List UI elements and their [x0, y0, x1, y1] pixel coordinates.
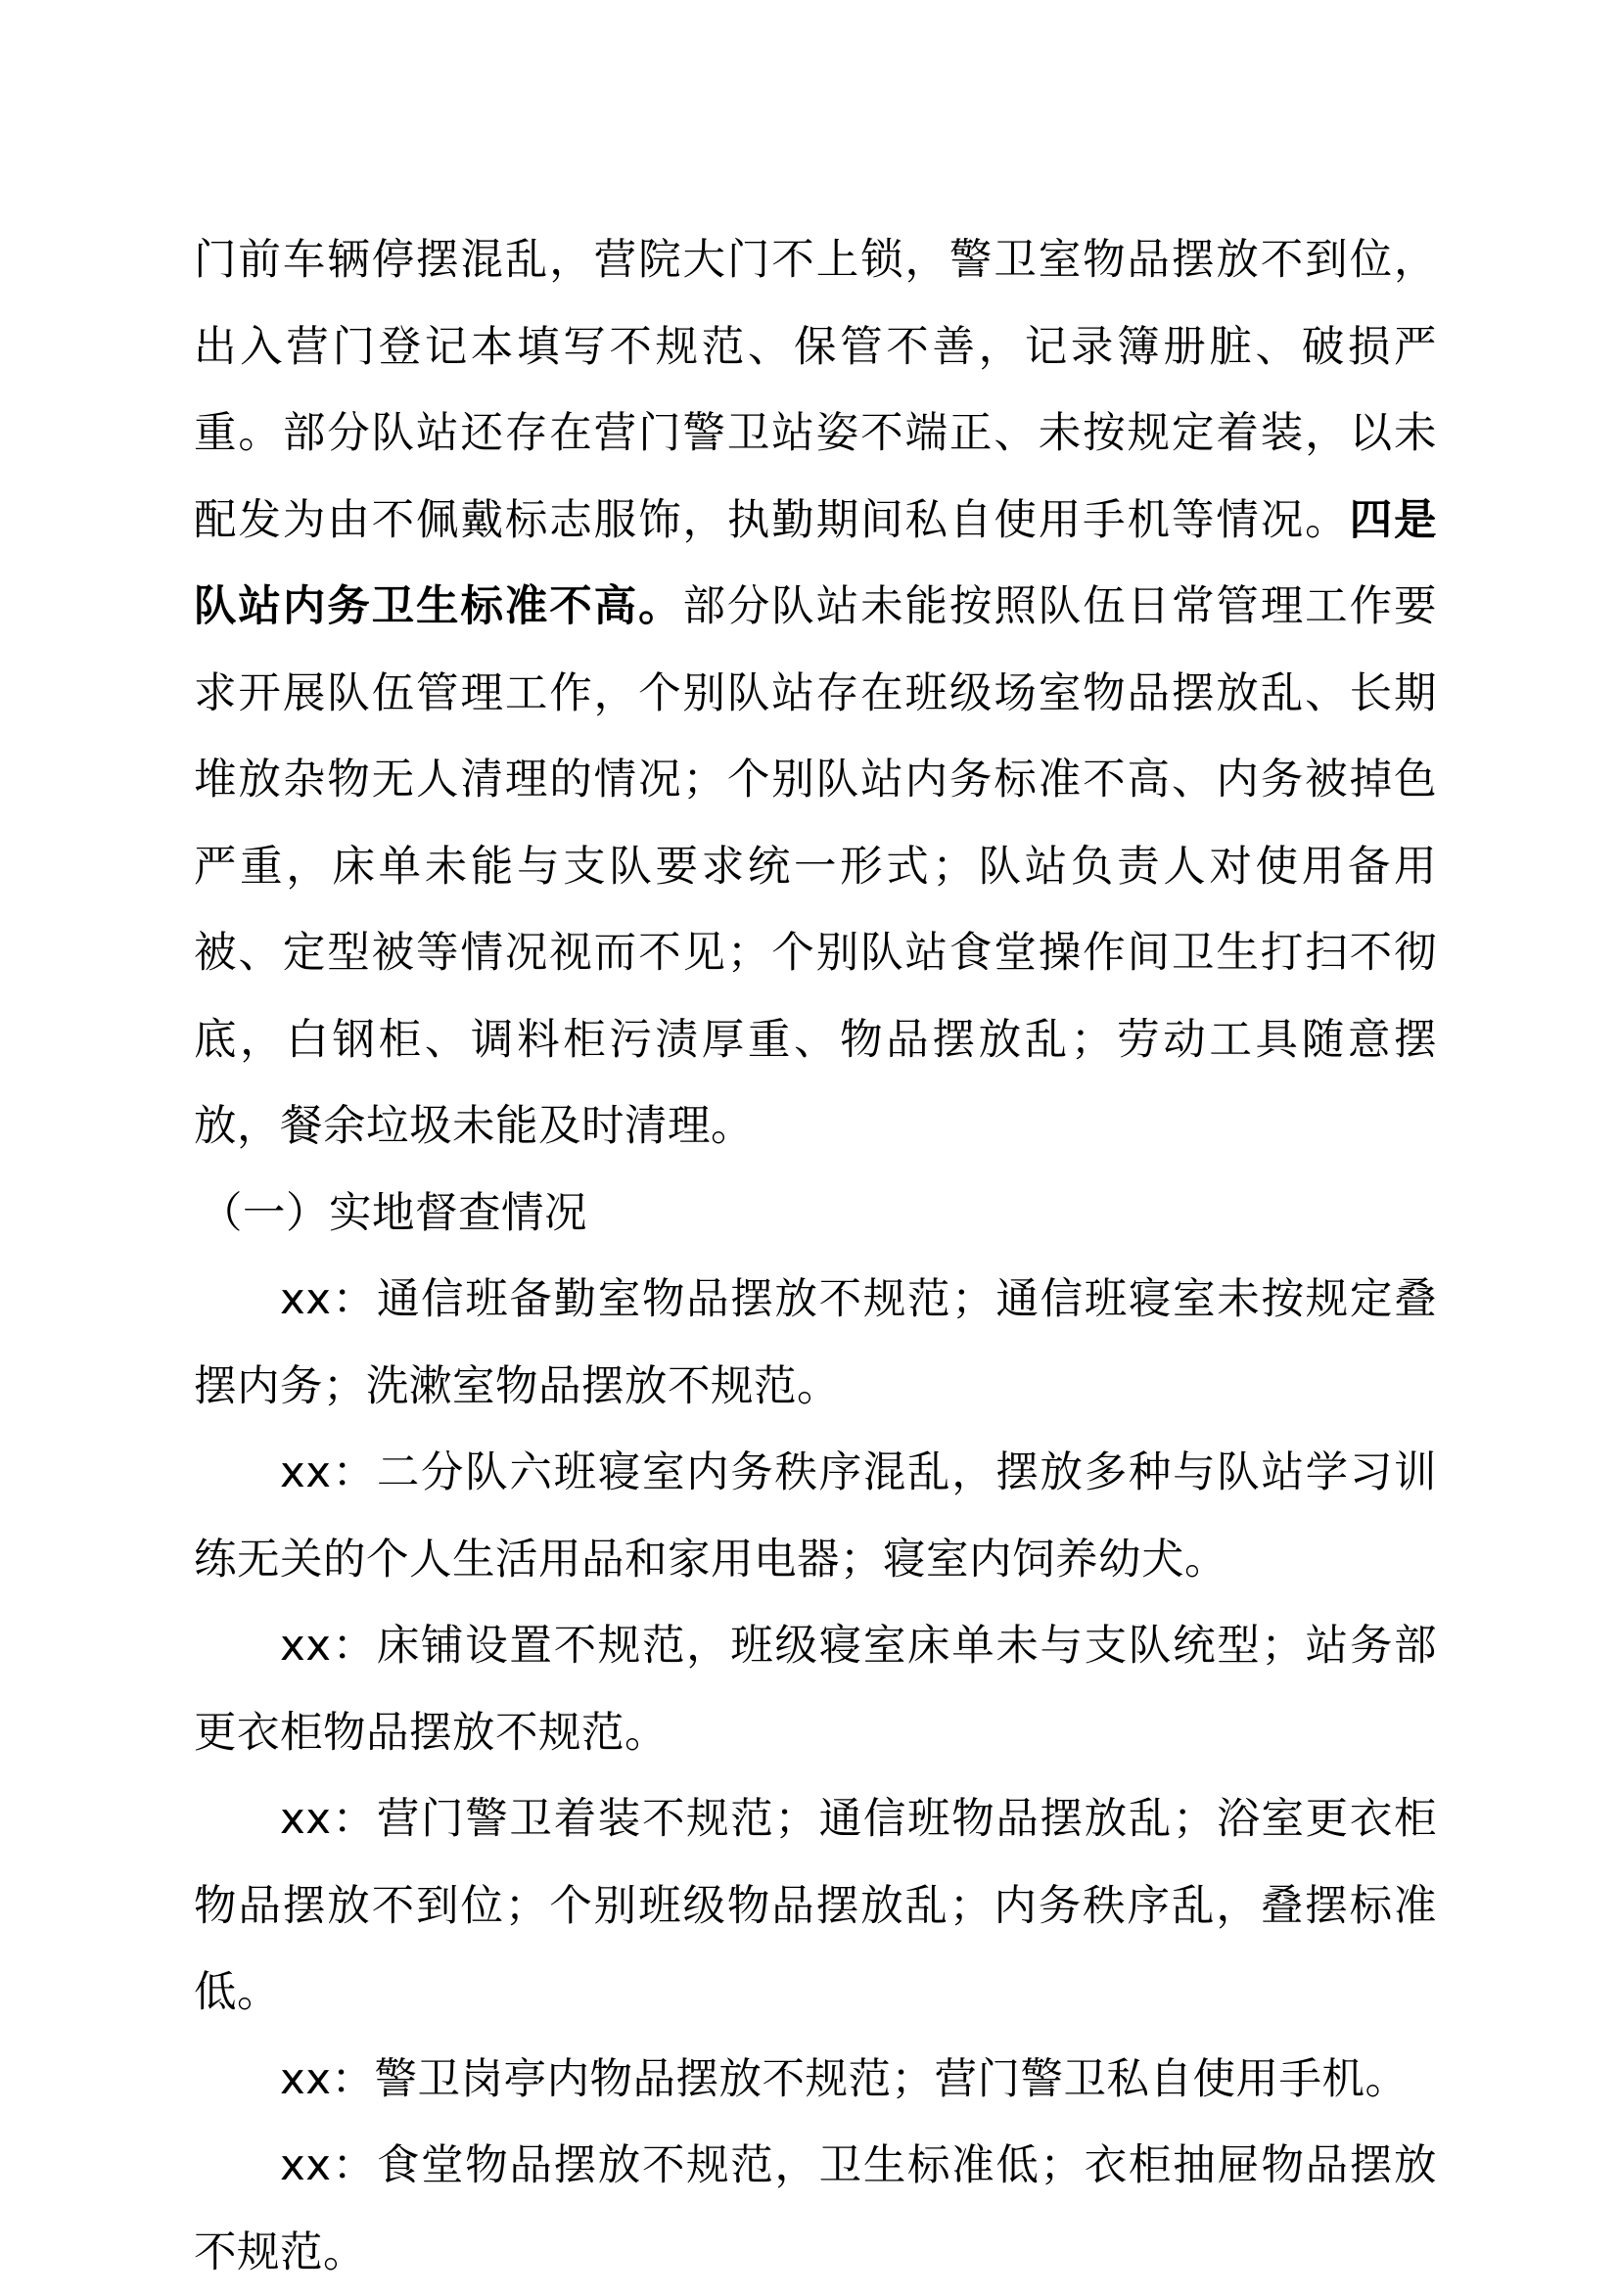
finding-item [194, 1257, 1437, 1430]
section-heading: （一）实地督查情况 [200, 1188, 587, 1238]
finding-item [194, 1430, 1437, 1603]
finding-text: 通信班备勤室物品摆放不规范；通信班寝室未按规定叠摆内务；洗漱室物品摆放不规范。 [194, 1275, 1437, 1411]
finding-text: 食堂物品摆放不规范，卫生标准低；衣柜抽屉物品摆放不规范。 [194, 2141, 1437, 2277]
finding-unit: xx： [280, 2141, 377, 2190]
finding-text: 营门警卫着装不规范；通信班物品摆放乱；浴室更衣柜物品摆放不到位；个别班级物品摆放乱；内务秩序乱，叠摆标准低。 [194, 1795, 1437, 2017]
paragraph-continuation [194, 217, 1437, 1171]
document-body [194, 217, 1437, 2296]
finding-text: 床铺设置不规范，班级寝室床单未与支队统型；站务部更衣柜物品摆放不规范。 [194, 1622, 1437, 1758]
finding-item [194, 2037, 1437, 2124]
paragraph-text: 门前车辆停摆混乱，营院大门不上锁，警卫室物品摆放不到位，出入营门登记本填写不规范、保管不善，记录簿册脏、破损严重。部分队站还存在营门警卫站姿不端正、未按规定着装，以未配发为由不佩戴标志服饰，执勤期间私自使用手机等情况。 [194, 236, 1437, 545]
finding-item [194, 1776, 1437, 2037]
finding-unit: xx： [280, 1795, 377, 1844]
finding-item [194, 2123, 1437, 2296]
bold-heading: 四是队站内务卫生标准不高。 [194, 495, 1438, 631]
finding-text: 二分队六班寝室内务秩序混乱，摆放多种与队站学习训练无关的个人生活用品和家用电器；寝室内饲养幼犬。 [194, 1448, 1437, 1584]
finding-item [194, 1603, 1437, 1776]
finding-unit: xx： [280, 1275, 377, 1324]
finding-unit: xx： [280, 1622, 377, 1671]
paragraph-text: 部分队站未能按照队伍日常管理工作要求开展队伍管理工作，个别队站存在班级场室物品摆放乱、长期堆放杂物无人清理的情况；个别队站内务标准不高、内务被掉色严重，床单未能与支队要求统一形式；队站负责人对使用备用被、定型被等情况视而不见；个别队站食堂操作间卫生打扫不彻底，白钢柜、调料柜污渍厚重、物品摆放乱；劳动工具随意摆放，餐余垃圾未能及时清理。 [194, 582, 1438, 1151]
finding-unit: xx： [280, 2054, 375, 2104]
finding-text: 警卫岗亭内物品摆放不规范；营门警卫私自使用手机。 [374, 2054, 1409, 2104]
finding-unit: xx： [280, 1448, 377, 1497]
